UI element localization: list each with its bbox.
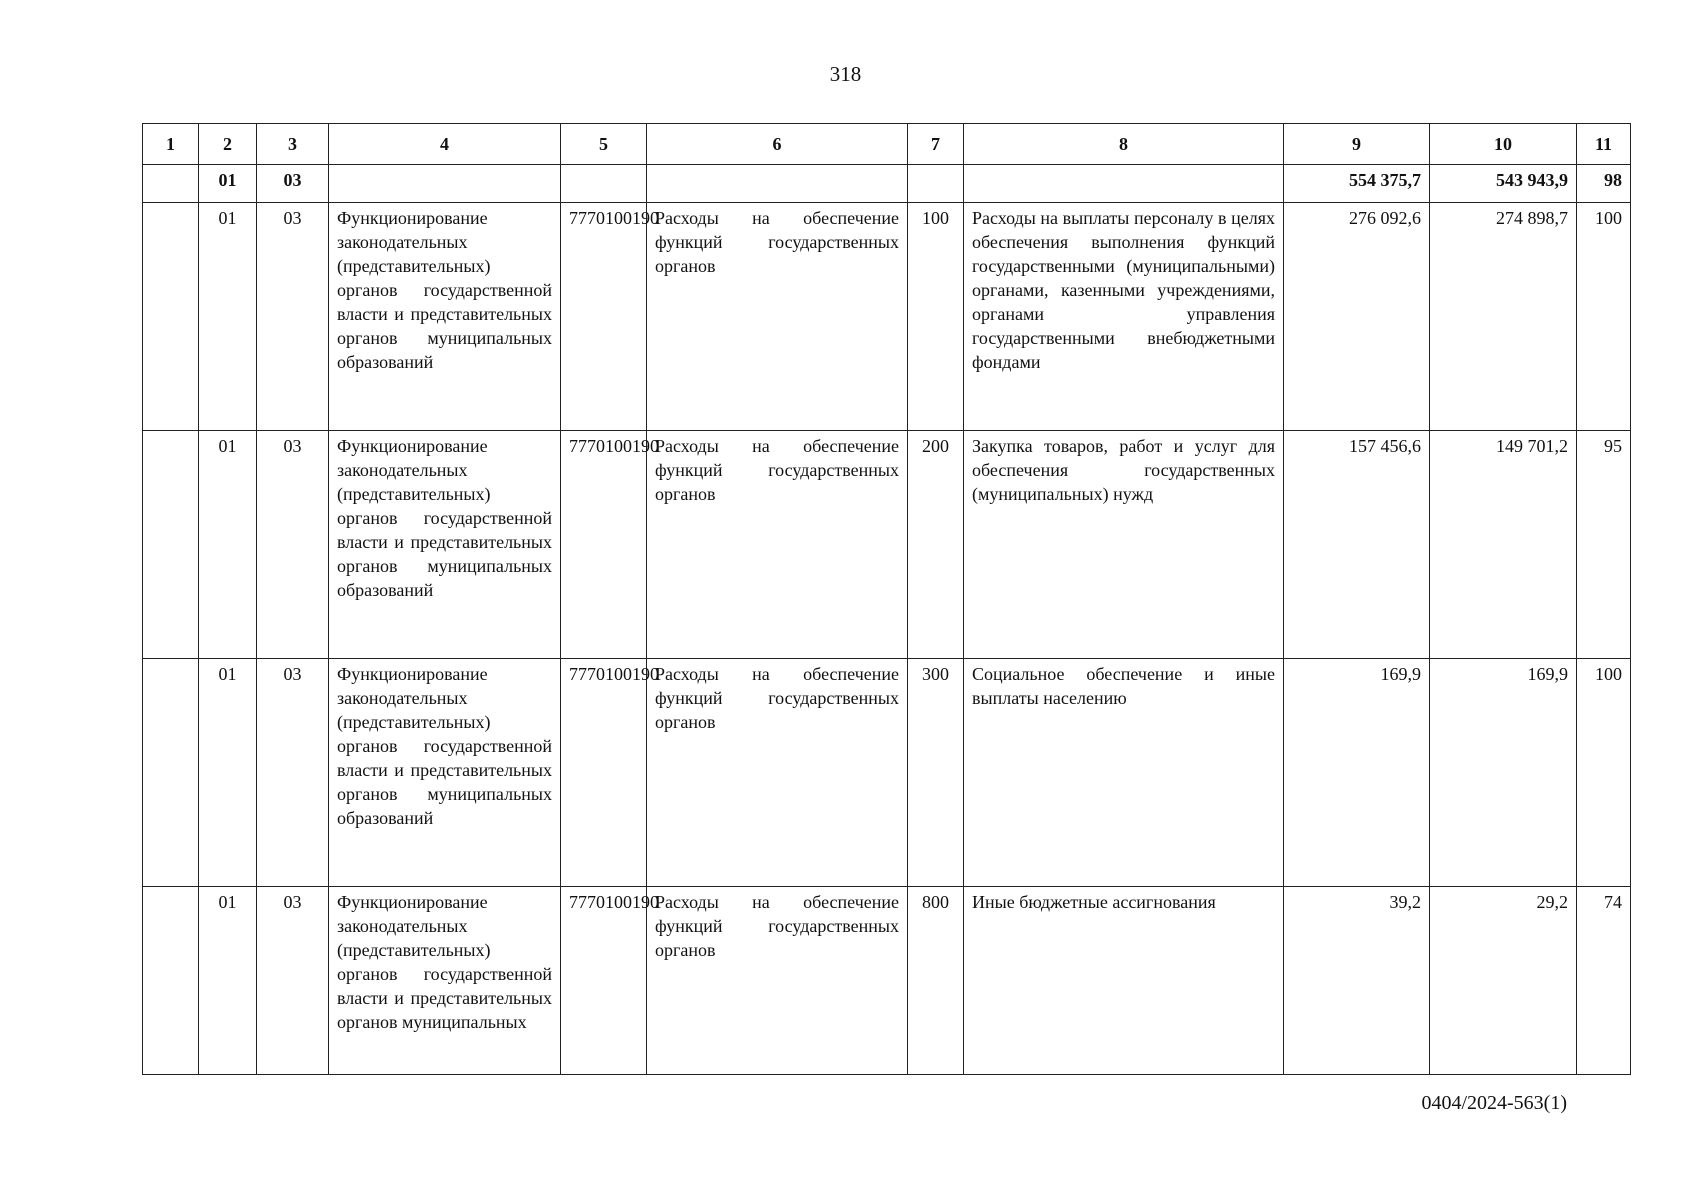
subsection-code: 03	[257, 659, 329, 887]
header-cell: 5	[561, 124, 647, 165]
table-row	[143, 203, 1631, 431]
empty-cell	[561, 165, 647, 203]
actual-amount: 274 898,7	[1430, 203, 1577, 431]
table-row	[143, 431, 1631, 659]
planned-amount: 157 456,6	[1284, 431, 1430, 659]
section-code: 01	[199, 203, 257, 431]
header-cell: 4	[329, 124, 561, 165]
section-name: Функционирование законодательных (представительных) органов государственной власти и представительных органов муниципальных образований	[329, 431, 561, 659]
section-name: Функционирование законодательных (представительных) органов государственной власти и представительных органов муниципальных образований	[329, 659, 561, 887]
section-code: 01	[199, 887, 257, 1075]
section-code: 01	[199, 659, 257, 887]
execution-percent: 98	[1577, 165, 1631, 203]
expense-type-code: 300	[908, 659, 964, 887]
planned-amount: 39,2	[1284, 887, 1430, 1075]
target-article-code: 7770100190	[561, 431, 647, 659]
actual-amount: 149 701,2	[1430, 431, 1577, 659]
page-number: 318	[829, 62, 862, 86]
header-cell: 3	[257, 124, 329, 165]
planned-amount: 276 092,6	[1284, 203, 1430, 431]
actual-amount: 543 943,9	[1430, 165, 1577, 203]
table-row	[143, 659, 1631, 887]
subsection-code: 03	[257, 165, 329, 203]
target-article-code: 7770100190	[561, 203, 647, 431]
budget-table	[142, 123, 1631, 1075]
header-cell: 9	[1284, 124, 1430, 165]
execution-percent: 74	[1577, 887, 1631, 1075]
execution-percent: 100	[1577, 659, 1631, 887]
section-name	[329, 887, 561, 1075]
expense-type-name: Закупка товаров, работ и услуг для обеспечения государственных (муниципальных) нужд	[964, 431, 1284, 659]
subsection-code: 03	[257, 203, 329, 431]
header-cell: 8	[964, 124, 1284, 165]
empty-cell	[964, 165, 1284, 203]
document-registration-code: 0404/2024-563(1)	[1421, 1092, 1567, 1114]
actual-amount: 169,9	[1430, 659, 1577, 887]
header-cell: 6	[647, 124, 908, 165]
expense-type-code: 100	[908, 203, 964, 431]
section-name: Функционирование законодательных (представительных) органов государственной власти и представительных органов муниципальных образований	[329, 203, 561, 431]
subtotal-row	[143, 165, 1631, 203]
target-article-code: 7770100190	[561, 887, 647, 1075]
empty-cell	[329, 165, 561, 203]
header-cell: 7	[908, 124, 964, 165]
header-cell: 1	[143, 124, 199, 165]
section-code: 01	[199, 165, 257, 203]
section-name-text: Функционирование законодательных (представительных) органов государственной власти и представительных органов муниципальных	[337, 892, 552, 1032]
target-article-name: Расходы на обеспечение функций государственных органов	[647, 203, 908, 431]
expense-type-name: Расходы на выплаты персоналу в целях обеспечения выполнения функций государственными (муниципальными) органами, казенными учреждениями, органами управления государственными внебюджетными фондами	[964, 203, 1284, 431]
empty-cell	[143, 887, 199, 1075]
empty-cell	[908, 165, 964, 203]
actual-amount: 29,2	[1430, 887, 1577, 1075]
header-cell: 11	[1577, 124, 1631, 165]
target-article-name: Расходы на обеспечение функций государственных органов	[647, 659, 908, 887]
target-article-name: Расходы на обеспечение функций государственных органов	[647, 887, 908, 1075]
expense-type-code: 200	[908, 431, 964, 659]
section-code: 01	[199, 431, 257, 659]
target-article-name: Расходы на обеспечение функций государственных органов	[647, 431, 908, 659]
planned-amount: 554 375,7	[1284, 165, 1430, 203]
expense-type-name: Социальное обеспечение и иные выплаты населению	[964, 659, 1284, 887]
planned-amount: 169,9	[1284, 659, 1430, 887]
subsection-code: 03	[257, 431, 329, 659]
table-row	[143, 887, 1631, 1075]
empty-cell	[143, 431, 199, 659]
empty-cell	[143, 659, 199, 887]
target-article-code: 7770100190	[561, 659, 647, 887]
execution-percent: 95	[1577, 431, 1631, 659]
header-row	[143, 124, 1631, 165]
empty-cell	[647, 165, 908, 203]
execution-percent: 100	[1577, 203, 1631, 431]
expense-type-name: Иные бюджетные ассигнования	[964, 887, 1284, 1075]
header-cell: 10	[1430, 124, 1577, 165]
subsection-code: 03	[257, 887, 329, 1075]
expense-type-code: 800	[908, 887, 964, 1075]
empty-cell	[143, 203, 199, 431]
header-cell: 2	[199, 124, 257, 165]
empty-cell	[143, 165, 199, 203]
